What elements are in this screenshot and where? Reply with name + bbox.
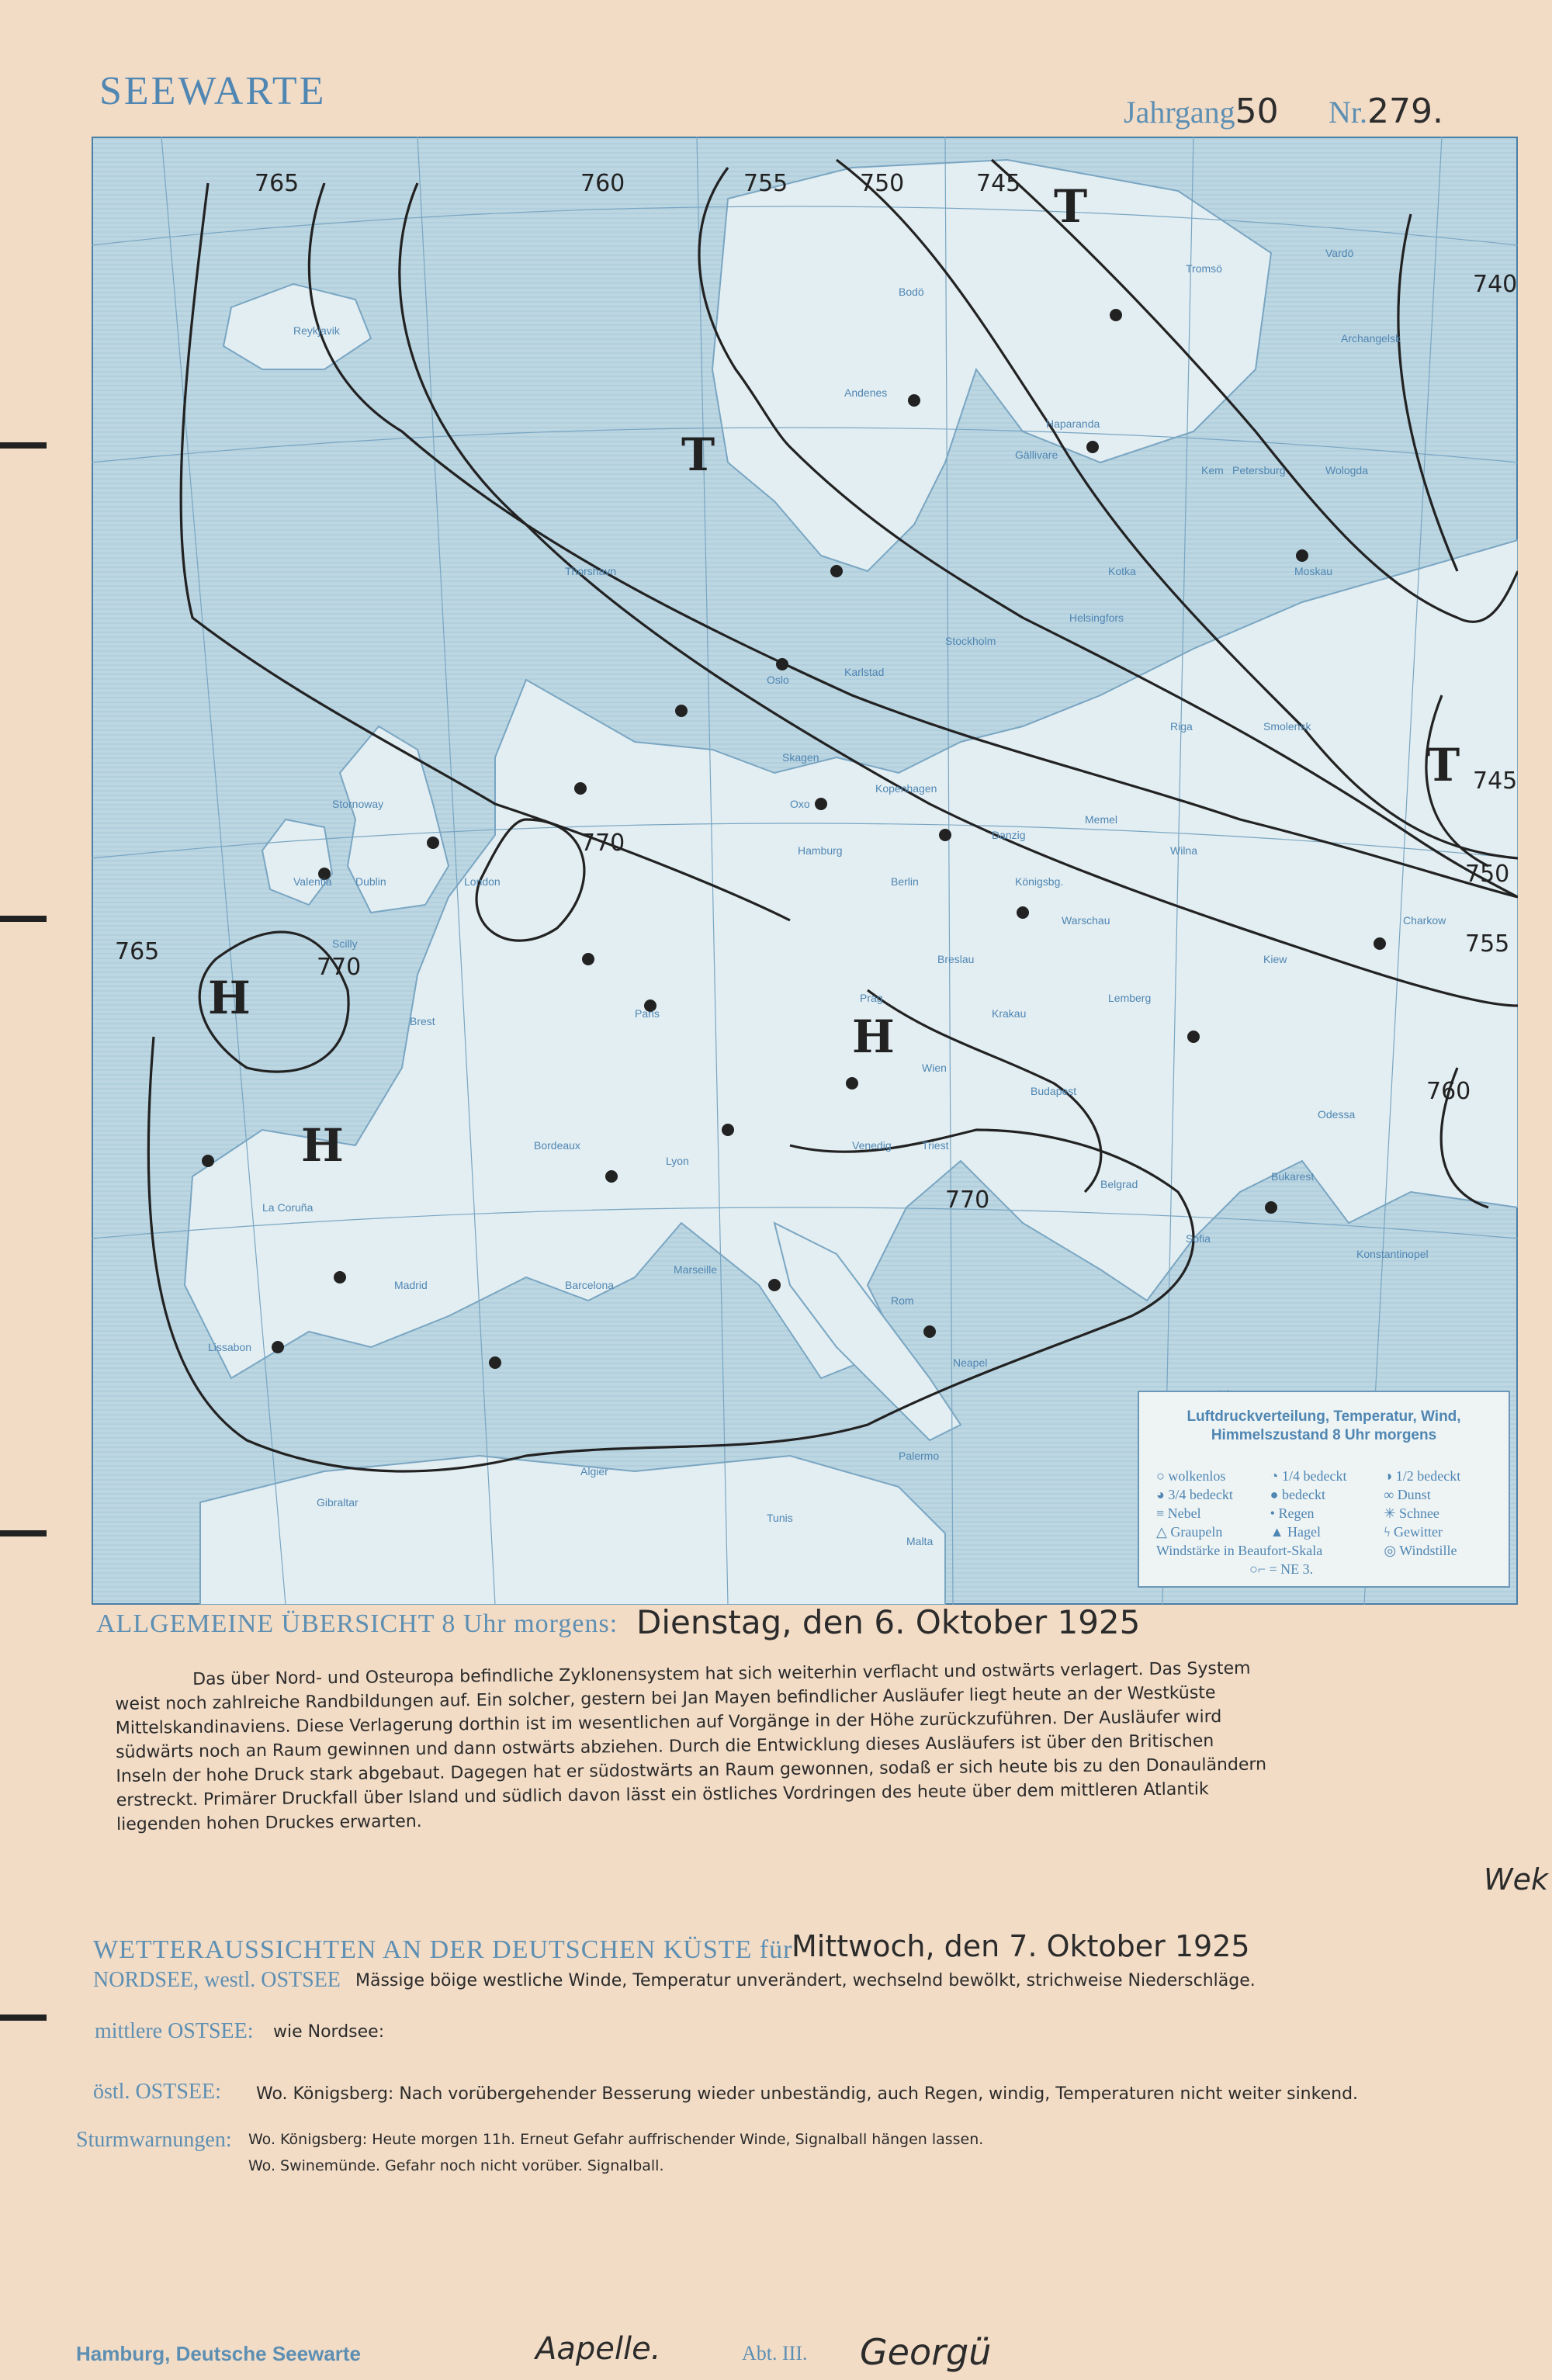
city-label: Thorshavn bbox=[565, 565, 617, 577]
city-label: Tunis bbox=[767, 1512, 793, 1524]
city-label: Paris bbox=[635, 1007, 660, 1020]
city-label: Smolensk bbox=[1263, 720, 1311, 733]
city-label: Danzig bbox=[992, 829, 1026, 841]
oestl-ostsee-label: östl. OSTSEE: bbox=[93, 2080, 221, 2104]
nordsee-forecast: Mässige böige westliche Winde, Temperatur unverändert, wechselnd bewölkt, strichweise Niederschläge. bbox=[355, 1971, 1256, 1990]
africa-land bbox=[200, 1456, 945, 1605]
legend-item: ∞ Dunst bbox=[1384, 1487, 1431, 1502]
legend-item: ϟ Gewitter bbox=[1384, 1524, 1443, 1540]
isobar-label: 755 bbox=[743, 170, 788, 197]
department-label: Abt. III. bbox=[742, 2342, 808, 2364]
high-pressure-label: H bbox=[852, 1010, 895, 1063]
city-label: Reykjavik bbox=[293, 324, 340, 337]
legend-item: ▲ Hagel bbox=[1270, 1524, 1321, 1540]
footer-publisher: Hamburg, Deutsche Seewarte bbox=[76, 2342, 362, 2365]
legend-title bbox=[1139, 1408, 1509, 1445]
city-label: Charkow bbox=[1403, 914, 1446, 927]
city-label: Helsingfors bbox=[1069, 611, 1124, 624]
city-label: Wien bbox=[922, 1062, 947, 1074]
city-label: Andenes bbox=[844, 386, 888, 399]
legend-item: ≡ Nebel bbox=[1156, 1505, 1201, 1521]
city-label: Bodö bbox=[899, 286, 924, 298]
city-label: Madrid bbox=[394, 1279, 428, 1291]
legend-item: ◔ 1/4 bedeckt bbox=[1270, 1468, 1347, 1484]
isobar-label: 755 bbox=[1465, 930, 1510, 958]
margin-note: Wek bbox=[1484, 1862, 1548, 1897]
legend-item: ○ wolkenlos bbox=[1156, 1468, 1226, 1484]
page-title: SEEWARTE bbox=[99, 69, 327, 113]
city-label: Konstantinopel bbox=[1356, 1248, 1429, 1260]
city-label: Oslo bbox=[767, 674, 789, 686]
city-label: Scilly bbox=[332, 937, 358, 950]
city-label: Bukarest bbox=[1271, 1170, 1315, 1183]
legend-item: ◎ Windstille bbox=[1384, 1543, 1457, 1558]
low-pressure-label: T bbox=[681, 428, 715, 481]
oestl-ostsee-forecast: Wo. Königsberg: Nach vorübergehender Besserung wieder unbeständig, auch Regen, windig, Temperaturen nicht weiter sinkend. bbox=[256, 2084, 1359, 2104]
city-label: Vardö bbox=[1325, 247, 1354, 259]
city-label: Königsbg. bbox=[1015, 875, 1064, 888]
city-label: Rom bbox=[891, 1294, 914, 1307]
isobar-label: 750 bbox=[1465, 861, 1510, 888]
legend-row bbox=[1156, 1468, 1498, 1487]
city-label: Karlstad bbox=[844, 666, 885, 678]
city-label: Stockholm bbox=[945, 635, 996, 647]
city-label: La Coruña bbox=[262, 1201, 314, 1214]
legend-item: ◕ 3/4 bedeckt bbox=[1156, 1487, 1233, 1502]
weather-map bbox=[92, 137, 1518, 1605]
city-label: Kopenhagen bbox=[875, 782, 937, 795]
city-label: Gibraltar bbox=[317, 1496, 359, 1509]
city-label: Neapel bbox=[953, 1356, 988, 1369]
city-label: Stornoway bbox=[332, 798, 384, 810]
isobar-label: 765 bbox=[115, 938, 160, 965]
nordsee-label: NORDSEE, westl. OSTSEE bbox=[93, 1968, 341, 1992]
signature: Georgü bbox=[860, 2331, 992, 2373]
jahrgang-value: 50 bbox=[1235, 92, 1279, 131]
city-label: Oxo bbox=[790, 798, 810, 810]
isobar-label: 745 bbox=[976, 170, 1021, 197]
city-label: Odessa bbox=[1318, 1108, 1356, 1121]
city-label: Memel bbox=[1085, 813, 1118, 826]
city-label: Riga bbox=[1170, 720, 1193, 733]
city-label: Archangelsk bbox=[1341, 332, 1401, 345]
city-label: Algier bbox=[580, 1465, 608, 1478]
city-label: Berlin bbox=[891, 875, 919, 888]
city-label: Marseille bbox=[674, 1263, 718, 1276]
city-label: Haparanda bbox=[1046, 417, 1100, 430]
legend-row bbox=[1156, 1543, 1498, 1561]
city-label: Bordeaux bbox=[534, 1139, 580, 1152]
city-label: Lissabon bbox=[208, 1341, 252, 1353]
isobar-label: 770 bbox=[580, 830, 625, 857]
city-label: Belgrad bbox=[1100, 1178, 1138, 1190]
city-label: Malta bbox=[906, 1535, 934, 1547]
map-legend bbox=[1138, 1391, 1510, 1588]
legend-row bbox=[1156, 1505, 1498, 1524]
legend-item: ✳ Schnee bbox=[1384, 1505, 1439, 1521]
isobar-label: 745 bbox=[1473, 767, 1518, 795]
binding-hole bbox=[0, 916, 47, 922]
nr-value: 279. bbox=[1367, 92, 1443, 131]
isobar-label: 760 bbox=[580, 170, 625, 197]
overview-line: Inseln der hohe Druck stark abgebaut. Dagegen hat er südostwärts an Raum gewonnen, sodaß er sich heute bis zu den Donauländern bbox=[116, 1755, 1267, 1786]
issue-number bbox=[1329, 92, 1443, 131]
city-label: Sofia bbox=[1186, 1232, 1211, 1245]
isobar-label: 770 bbox=[945, 1187, 990, 1214]
city-label: Skagen bbox=[782, 751, 819, 764]
overview-line: südwärts noch an Raum gewinnen und dann ostwärts abziehen. Durch die Entwicklung dieses Ausläufers ist über den Britischen bbox=[116, 1731, 1214, 1762]
legend-title-line: Luftdruckverteilung, Temperatur, Wind, bbox=[1187, 1408, 1461, 1425]
overview-line: weist noch zahlreiche Randbildungen auf. Ein solcher, gestern bei Jan Mayen befindlicher Ausläufer liegt heute an der Westküste bbox=[115, 1683, 1216, 1714]
isobar-label: 770 bbox=[317, 954, 362, 981]
city-label: Krakau bbox=[992, 1007, 1027, 1020]
city-label: Warschau bbox=[1062, 914, 1110, 927]
city-label: Hamburg bbox=[798, 844, 843, 857]
sturmwarnung-line: Wo. Königsberg: Heute morgen 11h. Erneut Gefahr auffrischender Winde, Signalball hängen lassen. bbox=[248, 2131, 984, 2148]
legend-row bbox=[1156, 1561, 1498, 1580]
city-label: Valentia bbox=[293, 875, 332, 888]
city-label: Wilna bbox=[1170, 844, 1198, 857]
city-label: Moskau bbox=[1294, 565, 1333, 577]
city-label: Lyon bbox=[666, 1155, 689, 1167]
binding-hole bbox=[0, 442, 47, 449]
city-label: Tromsö bbox=[1186, 262, 1222, 275]
jahrgang-label: Jahrgang bbox=[1124, 95, 1235, 130]
sturmwarnungen-label: Sturmwarnungen: bbox=[76, 2128, 232, 2152]
city-label: Prag bbox=[860, 992, 883, 1004]
signature: Aapelle. bbox=[535, 2331, 661, 2367]
forecast-date: Mittwoch, den 7. Oktober 1925 bbox=[792, 1929, 1250, 1963]
city-label: Kiew bbox=[1263, 953, 1287, 965]
overview-date: Dienstag, den 6. Oktober 1925 bbox=[636, 1603, 1141, 1641]
overview-line: erstreckt. Primärer Druckfall über Island und südlich davon lässt ein östliches Vordringen des heute über dem mittleren Atlantik bbox=[116, 1779, 1209, 1810]
city-label: Wologda bbox=[1325, 464, 1369, 476]
overview-text bbox=[115, 1654, 1513, 1837]
high-pressure-label: H bbox=[301, 1119, 344, 1172]
city-label: Brest bbox=[410, 1015, 435, 1027]
mittlere-ostsee-label: mittlere OSTSEE: bbox=[95, 2019, 254, 2043]
city-label: Lemberg bbox=[1108, 992, 1152, 1004]
forecast-heading: WETTERAUSSICHTEN AN DER DEUTSCHEN KÜSTE für bbox=[93, 1935, 793, 1964]
nr-label: Nr. bbox=[1329, 95, 1367, 130]
city-label: London bbox=[464, 875, 501, 888]
isobar-label: 760 bbox=[1426, 1078, 1471, 1105]
city-label: Gällivare bbox=[1015, 449, 1058, 461]
legend-items bbox=[1156, 1468, 1498, 1580]
high-pressure-label: H bbox=[208, 972, 251, 1024]
city-label: Breslau bbox=[937, 953, 975, 965]
city-label: Barcelona bbox=[565, 1279, 615, 1291]
mittlere-ostsee-forecast: wie Nordsee: bbox=[273, 2022, 385, 2042]
city-label: Kem bbox=[1201, 464, 1224, 476]
city-label: Kotka bbox=[1108, 565, 1136, 577]
city-label: Budapest bbox=[1031, 1085, 1077, 1097]
city-label: Dublin bbox=[355, 875, 386, 888]
binding-hole bbox=[0, 1530, 47, 1536]
isobar-label: 740 bbox=[1473, 271, 1518, 298]
legend-item: ◑ 1/2 bedeckt bbox=[1384, 1468, 1461, 1484]
low-pressure-label: T bbox=[1054, 180, 1088, 233]
city-label: Triest bbox=[922, 1139, 949, 1152]
isobar-label: 765 bbox=[255, 170, 300, 197]
overview-line: liegenden hohen Druckes erwarten. bbox=[116, 1811, 422, 1834]
binding-hole bbox=[0, 2015, 47, 2021]
sturmwarnung-line: Wo. Swinemünde. Gefahr noch nicht vorüber. Signalball. bbox=[248, 2157, 664, 2174]
volume-label bbox=[1124, 92, 1279, 131]
legend-item: Windstärke in Beaufort-Skala bbox=[1156, 1543, 1323, 1558]
legend-title-line: Himmelszustand 8 Uhr morgens bbox=[1211, 1427, 1437, 1443]
legend-item: • Regen bbox=[1270, 1505, 1315, 1521]
overview-heading: ALLGEMEINE ÜBERSICHT 8 Uhr morgens: bbox=[96, 1609, 618, 1638]
overview-line: Das über Nord- und Osteuropa befindliche Zyklonensystem hat sich weiterhin verflacht und ostwärts verlagert. Das System bbox=[192, 1658, 1251, 1689]
city-label: Venedig bbox=[852, 1139, 892, 1152]
legend-row bbox=[1156, 1524, 1498, 1543]
legend-row bbox=[1156, 1487, 1498, 1505]
legend-item: △ Graupeln bbox=[1156, 1524, 1223, 1540]
legend-scale-example: ○⌐ = NE 3. bbox=[1249, 1561, 1314, 1577]
city-label: Petersburg bbox=[1232, 464, 1286, 476]
city-label: Palermo bbox=[899, 1450, 940, 1462]
legend-item: ● bedeckt bbox=[1270, 1487, 1326, 1502]
low-pressure-label: T bbox=[1426, 739, 1460, 792]
overview-line: Mittelskandinaviens. Diese Verlagerung dorthin ist im wesentlichen auf Vorgänge in der Höhe zurückzuführen. Der Ausläufer wird bbox=[115, 1707, 1222, 1738]
isobar-label: 750 bbox=[860, 170, 905, 197]
